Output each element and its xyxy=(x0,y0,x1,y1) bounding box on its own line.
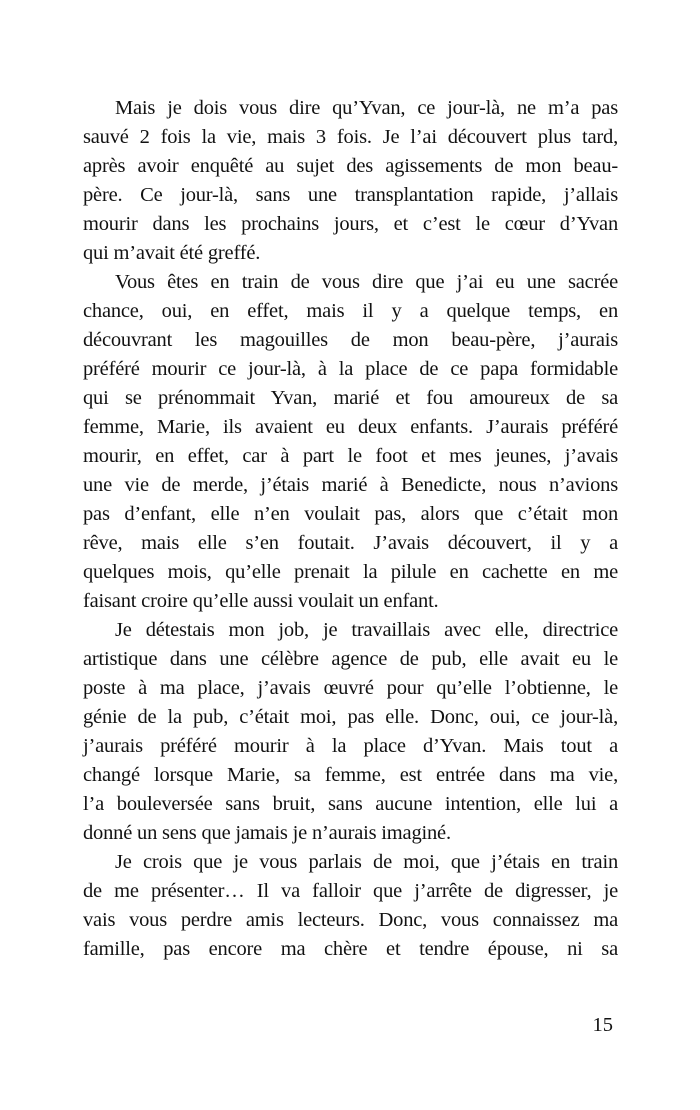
page-text xyxy=(83,94,618,964)
text-line: mourir, en effet, car à part le foot et mes jeunes, j’avais xyxy=(83,445,618,467)
text-line: Je crois que je vous parlais de moi, que j’étais en train xyxy=(115,851,618,873)
text-line: vais vous perdre amis lecteurs. Donc, vous connaissez ma xyxy=(83,909,618,931)
text-line: père. Ce jour-là, sans une transplantation rapide, j’allais xyxy=(83,184,618,206)
text-line: après avoir enquêté au sujet des agissements de mon beau- xyxy=(83,155,618,177)
page-number: 15 xyxy=(592,1014,613,1036)
text-line: l’a bouleversée sans bruit, sans aucune intention, elle lui a xyxy=(83,793,618,815)
text-line: faisant croire qu’elle aussi voulait un enfant. xyxy=(83,590,439,612)
text-line: de me présenter… Il va falloir que j’arrête de digresser, je xyxy=(83,880,618,902)
text-line: Vous êtes en train de vous dire que j’ai eu une sacrée xyxy=(115,271,618,293)
text-line: quelques mois, qu’elle prenait la pilule en cachette en me xyxy=(83,561,618,583)
text-line: poste à ma place, j’avais œuvré pour qu’elle l’obtienne, le xyxy=(83,677,618,699)
text-line: génie de la pub, c’était moi, pas elle. Donc, oui, ce jour-là, xyxy=(83,706,618,728)
text-line: mourir dans les prochains jours, et c’est le cœur d’Yvan xyxy=(83,213,618,235)
text-line: une vie de merde, j’étais marié à Benedicte, nous n’avions xyxy=(83,474,618,496)
text-line: chance, oui, en effet, mais il y a quelque temps, en xyxy=(83,300,618,322)
text-line: femme, Marie, ils avaient eu deux enfants. J’aurais préféré xyxy=(83,416,618,438)
text-line: Mais je dois vous dire qu’Yvan, ce jour-là, ne m’a pas xyxy=(115,97,618,119)
text-line: qui m’avait été greffé. xyxy=(83,242,261,264)
text-line: rêve, mais elle s’en foutait. J’avais découvert, il y a xyxy=(83,532,618,554)
text-line: préféré mourir ce jour-là, à la place de ce papa formidable xyxy=(83,358,618,380)
text-line: sauvé 2 fois la vie, mais 3 fois. Je l’ai découvert plus tard, xyxy=(83,126,618,148)
text-line: famille, pas encore ma chère et tendre épouse, ni sa xyxy=(83,938,618,960)
text-line: Je détestais mon job, je travaillais avec elle, directrice xyxy=(115,619,618,641)
text-line: qui se prénommait Yvan, marié et fou amoureux de sa xyxy=(83,387,618,409)
text-line: artistique dans une célèbre agence de pub, elle avait eu le xyxy=(83,648,618,670)
text-line: découvrant les magouilles de mon beau-père, j’aurais xyxy=(83,329,618,351)
text-line: changé lorsque Marie, sa femme, est entrée dans ma vie, xyxy=(83,764,618,786)
text-line: pas d’enfant, elle n’en voulait pas, alors que c’était mon xyxy=(83,503,618,525)
text-line: j’aurais préféré mourir à la place d’Yvan. Mais tout a xyxy=(83,735,618,757)
text-line: donné un sens que jamais je n’aurais imaginé. xyxy=(83,822,451,844)
